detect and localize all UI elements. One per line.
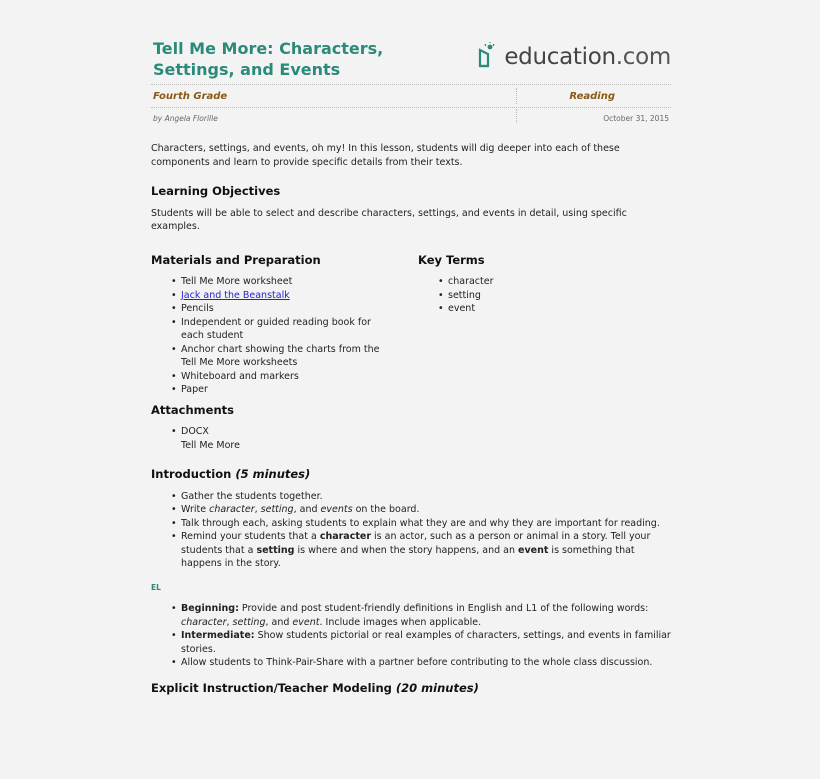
attachment-type: • DOCX: [181, 426, 209, 437]
list-item: • Whiteboard and markers: [181, 370, 391, 384]
key-terms-list: [418, 275, 618, 316]
author-label: by Angela Florille: [153, 114, 218, 123]
list-item: • Remind your students that a character is an actor, such as a person or animal in a story. Tell your students that a setting is where and when the story happens, and an event is something that happens in the story.: [181, 530, 671, 571]
introduction-title: Introduction: [151, 467, 232, 481]
list-item: • Allow students to Think-Pair-Share with a partner before contributing to the whole class discussion.: [181, 656, 671, 670]
list-item: • Tell Me More worksheet: [181, 275, 391, 289]
lesson-title: Tell Me More: Characters, Settings, and Events: [153, 39, 384, 79]
explicit-instruction-heading: Explicit Instruction/Teacher Modeling (20 minutes): [151, 680, 479, 695]
education-logo[interactable]: [476, 42, 671, 68]
lesson-document: [151, 30, 671, 695]
jack-beanstalk-link[interactable]: Jack and the Beanstalk: [181, 289, 290, 301]
list-item: • character: [448, 275, 618, 289]
list-item: • Beginning: Provide and post student-friendly definitions in English and L1 of the following words: character, setting, and event. Include images when applicable.: [181, 602, 671, 629]
attachments-heading: Attachments: [151, 402, 234, 417]
materials-list: [151, 275, 391, 397]
logo-suffix: .com: [615, 44, 671, 70]
list-item: • Anchor chart showing the charts from the Tell Me More worksheets: [181, 343, 391, 370]
explicit-instruction-section: [151, 682, 671, 696]
author-date-row: [151, 108, 671, 128]
list-item: • Independent or guided reading book for each student: [181, 316, 391, 343]
introduction-section: [151, 468, 671, 670]
list-item: • Write character, setting, and events on the board.: [181, 503, 671, 517]
attachments-section: [151, 404, 671, 453]
book-reader-icon: [476, 42, 504, 68]
introduction-heading: [151, 468, 671, 482]
document-header: [151, 30, 671, 84]
materials-keyterms-columns: [151, 254, 671, 404]
logo-word: education: [504, 44, 616, 70]
list-item: • Pencils: [181, 302, 391, 316]
el-tag: EL: [151, 582, 161, 592]
grade-subject-row: [151, 85, 671, 107]
list-item: • Talk through each, asking students to explain what they are and why they are important for reading.: [181, 517, 671, 531]
key-terms-heading: Key Terms: [418, 252, 485, 267]
introduction-list: [151, 490, 671, 571]
el-list: [151, 602, 671, 670]
learning-objectives-heading: Learning Objectives: [151, 184, 281, 198]
key-terms-section: [418, 254, 618, 316]
list-item: • setting: [448, 289, 618, 303]
materials-heading: Materials and Preparation: [151, 252, 321, 267]
list-item: • event: [448, 302, 618, 316]
column-divider-2: [516, 109, 517, 123]
date-label: October 31, 2015: [603, 114, 669, 123]
attachment-name: Tell Me More: [181, 439, 240, 451]
intro-paragraph: Characters, settings, and events, oh my! In this lesson, students will dig deeper into each of these components and learn to provide specific details from their texts.: [151, 143, 620, 168]
column-divider: [516, 88, 517, 104]
introduction-time: (5 minutes): [235, 467, 311, 481]
learning-objectives-text: Students will be able to select and describe characters, settings, and events in detail, using specific examples.: [151, 207, 627, 232]
subject-label: Reading: [569, 91, 615, 102]
learning-objectives-section: [151, 185, 671, 234]
list-item: • Paper: [181, 383, 391, 397]
list-item: [181, 289, 391, 303]
materials-section: [151, 254, 401, 397]
attachment-item[interactable]: [181, 425, 671, 452]
list-item: • Intermediate: Show students pictorial or real examples of characters, settings, and events in familiar stories.: [181, 629, 671, 656]
grade-label: Fourth Grade: [153, 91, 228, 102]
list-item: • Gather the students together.: [181, 490, 671, 504]
attachments-list: [151, 425, 671, 452]
